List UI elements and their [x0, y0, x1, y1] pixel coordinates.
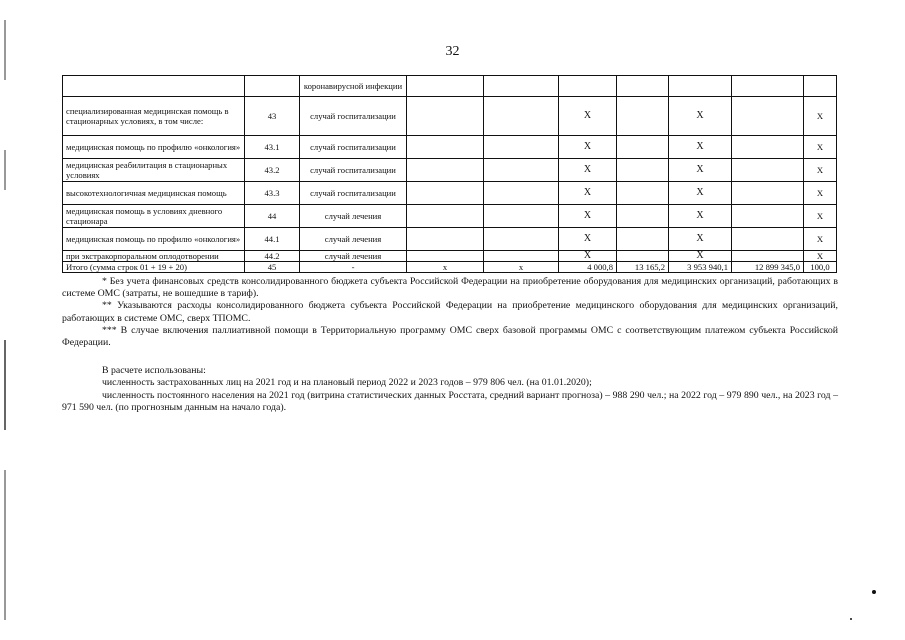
- table-cell-unit: коронавирусной инфекции: [300, 76, 407, 97]
- table-cell-unit: случай лечения: [300, 205, 407, 228]
- table-row: [63, 159, 837, 182]
- table-cell-c5: [484, 182, 559, 205]
- scan-dot: [850, 618, 852, 620]
- table-cell-c8: X: [669, 136, 732, 159]
- table-cell-c9: [732, 182, 804, 205]
- table-cell-code: 43: [245, 97, 300, 136]
- table-cell-code: 44: [245, 205, 300, 228]
- table-cell-name: Итого (сумма строк 01 + 19 + 20): [63, 262, 245, 273]
- table-cell-c10: X: [804, 182, 837, 205]
- table-cell-unit: случай лечения: [300, 228, 407, 251]
- table-cell-c10: 100,0: [804, 262, 837, 273]
- table-cell-c4: [407, 76, 484, 97]
- table-row: [63, 228, 837, 251]
- table-cell-name: высокотехнологичная медицинская помощь: [63, 182, 245, 205]
- table-row: [63, 262, 837, 273]
- table-cell-c8: [669, 76, 732, 97]
- table-cell-c4: [407, 205, 484, 228]
- table-row: [63, 251, 837, 262]
- table-cell-c4: [407, 228, 484, 251]
- table-cell-c10: [804, 76, 837, 97]
- table-cell-c10: X: [804, 251, 837, 262]
- table-cell-c4: x: [407, 262, 484, 273]
- table-cell-name: медицинская помощь по профилю «онкология»: [63, 136, 245, 159]
- scan-mark: [4, 340, 6, 430]
- table-cell-c9: [732, 97, 804, 136]
- table-cell-name: при экстракорпоральном оплодотворении: [63, 251, 245, 262]
- table-cell-c4: [407, 97, 484, 136]
- table-cell-code: 43.2: [245, 159, 300, 182]
- table-cell-c4: [407, 251, 484, 262]
- table-cell-c6: 4 000,8: [559, 262, 617, 273]
- footnote-1: * Без учета финансовых средств консолидированного бюджета субъекта Российской Федерации на приобретение оборудования для медицинских организаций, работающих в системе ОМС (затраты, не вошедшие в тариф).: [62, 276, 838, 300]
- table-cell-unit: случай госпитализации: [300, 136, 407, 159]
- table-cell-c5: [484, 136, 559, 159]
- table-cell-c8: X: [669, 251, 732, 262]
- table-cell-c7: [617, 136, 669, 159]
- table-cell-unit: -: [300, 262, 407, 273]
- table-cell-name: медицинская помощь по профилю «онкология»: [63, 228, 245, 251]
- footnote-3: *** В случае включения паллиативной помощи в Территориальную программу ОМС сверх базовой программы ОМС с соответствующим платежом субъекта Российской Федерации.: [62, 324, 838, 349]
- table-cell-code: 43.1: [245, 136, 300, 159]
- table-body: [63, 76, 837, 273]
- table-cell-c9: [732, 159, 804, 182]
- table-cell-c5: [484, 76, 559, 97]
- table-cell-c8: X: [669, 97, 732, 136]
- table-cell-unit: случай госпитализации: [300, 182, 407, 205]
- table-cell-c6: [559, 76, 617, 97]
- table-cell-c8: 3 953 940,1: [669, 262, 732, 273]
- table-cell-unit: случай госпитализации: [300, 159, 407, 182]
- table-cell-c6: X: [559, 136, 617, 159]
- table-cell-name: специализированная медицинская помощь в стационарных условиях, в том числе:: [63, 97, 245, 136]
- table-cell-c4: [407, 182, 484, 205]
- scan-dot: [872, 590, 876, 594]
- table-cell-c6: X: [559, 228, 617, 251]
- scan-mark: [4, 470, 6, 620]
- table-cell-c7: [617, 251, 669, 262]
- table-cell-c5: [484, 251, 559, 262]
- table-cell-c7: 13 165,2: [617, 262, 669, 273]
- table-row: [63, 205, 837, 228]
- table-cell-c5: [484, 97, 559, 136]
- table-cell-c7: [617, 205, 669, 228]
- scan-mark: [4, 150, 6, 190]
- table-cell-c7: [617, 182, 669, 205]
- table-cell-c10: X: [804, 136, 837, 159]
- table-cell-c5: [484, 159, 559, 182]
- table-cell-c9: [732, 205, 804, 228]
- table-cell-c6: X: [559, 182, 617, 205]
- table-cell-c9: [732, 251, 804, 262]
- table-row: [63, 97, 837, 136]
- footnotes: [62, 276, 838, 414]
- table-cell-c9: 12 899 345,0: [732, 262, 804, 273]
- table-cell-c6: X: [559, 159, 617, 182]
- table-cell-c7: [617, 76, 669, 97]
- table-cell-c6: X: [559, 251, 617, 262]
- table-cell-c10: X: [804, 228, 837, 251]
- calc-insured-count: численность застрахованных лиц на 2021 год и на плановый период 2022 и 2023 годов – 979 806 чел. (на 01.01.2020);: [102, 377, 592, 389]
- table-cell-unit: случай лечения: [300, 251, 407, 262]
- table-cell-c8: X: [669, 228, 732, 251]
- table-cell-c10: X: [804, 97, 837, 136]
- table-cell-c4: [407, 136, 484, 159]
- table-cell-c6: X: [559, 97, 617, 136]
- table-cell-name: медицинская помощь в условиях дневного стационара: [63, 205, 245, 228]
- calc-population-count: численность постоянного населения на 2021 год (витрина статистических данных Росстата, средний вариант прогноза) – 988 290 чел.; на 2022 год – 979 890 чел., на 2023 год – 971 590 чел. (по прогнозным данным на начало года).: [62, 389, 838, 413]
- table-cell-c4: [407, 159, 484, 182]
- scan-mark: [4, 20, 6, 80]
- table-cell-c5: [484, 205, 559, 228]
- footnote-2: ** Указываются расходы консолидированного бюджета субъекта Российской Федерации на приобретение медицинского оборудования для медицинских организаций, работающих в системе ОМС, сверх ТПОМС.: [62, 300, 838, 324]
- table-cell-name: медицинская реабилитация в стационарных условиях: [63, 159, 245, 182]
- table-cell-code: [245, 76, 300, 97]
- table-cell-c8: X: [669, 205, 732, 228]
- table-cell-c8: X: [669, 182, 732, 205]
- table-row: [63, 182, 837, 205]
- table-cell-unit: случай госпитализации: [300, 97, 407, 136]
- table-cell-c5: x: [484, 262, 559, 273]
- table-row: [63, 76, 837, 97]
- table-cell-c7: [617, 228, 669, 251]
- page-number: 32: [445, 44, 460, 59]
- statistics-table: [62, 75, 837, 273]
- table-cell-code: 45: [245, 262, 300, 273]
- table-row: [63, 136, 837, 159]
- table-cell-code: 44.1: [245, 228, 300, 251]
- table-cell-c9: [732, 76, 804, 97]
- table-cell-c9: [732, 228, 804, 251]
- table-cell-c7: [617, 159, 669, 182]
- scan-margin-marks: [4, 0, 8, 640]
- calc-title: В расчете использованы:: [102, 365, 206, 377]
- table-cell-code: 44.2: [245, 251, 300, 262]
- table-cell-name: [63, 76, 245, 97]
- table-cell-c7: [617, 97, 669, 136]
- table-cell-c9: [732, 136, 804, 159]
- table-cell-c8: X: [669, 159, 732, 182]
- table-cell-c10: X: [804, 205, 837, 228]
- table-cell-c10: X: [804, 159, 837, 182]
- table-cell-c6: X: [559, 205, 617, 228]
- table-cell-code: 43.3: [245, 182, 300, 205]
- table-cell-c5: [484, 228, 559, 251]
